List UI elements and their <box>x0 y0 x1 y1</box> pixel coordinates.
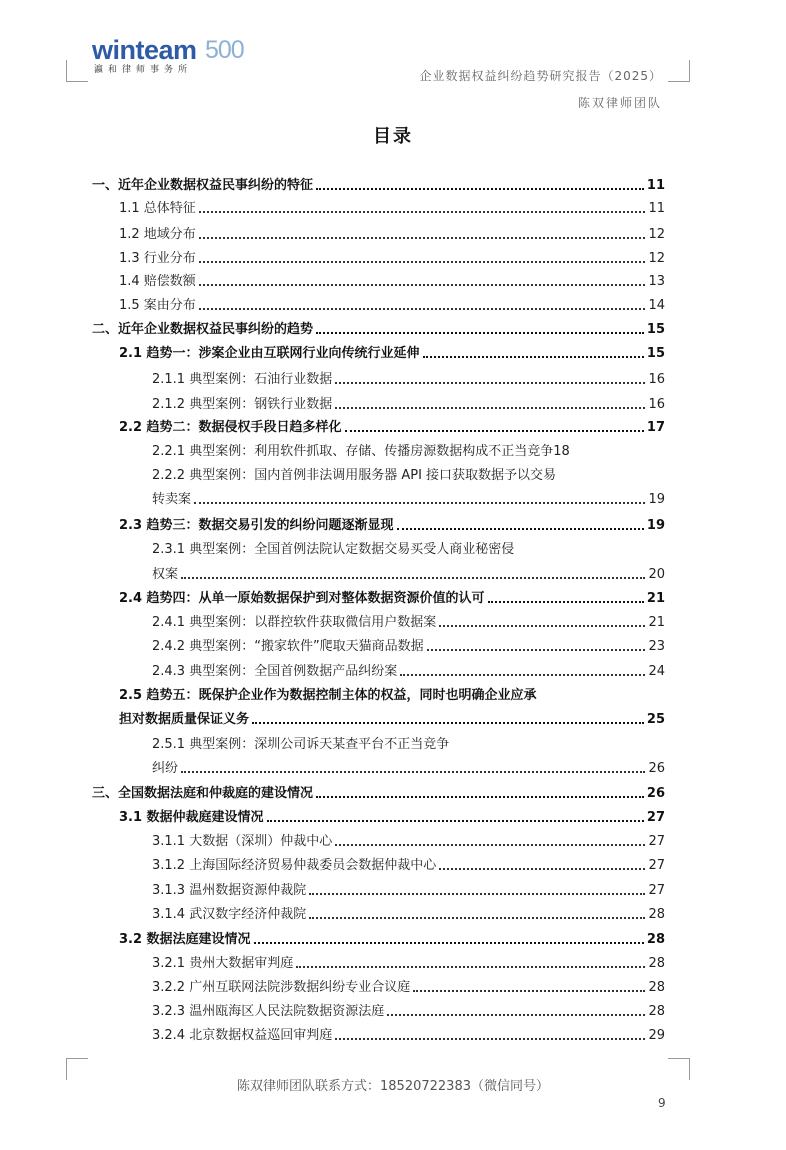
dot-leader <box>267 820 644 822</box>
footer-contact: 陈双律师团队联系方式：18520722383（微信同号） <box>237 1079 549 1094</box>
dot-leader <box>296 966 645 968</box>
toc-entry-3-1[interactable]: 3.1 数据仲裁庭建设情况 27 <box>119 810 665 825</box>
toc-entry-3-1-4[interactable]: 3.1.4 武汉数字经济仲裁院 28 <box>152 907 665 922</box>
dot-leader <box>387 1014 645 1016</box>
dot-leader <box>309 917 645 919</box>
toc-entry-2[interactable]: 二、近年企业数据权益民事纠纷的趋势 15 <box>92 322 665 337</box>
toc-entry-2-2[interactable]: 2.2 趋势二：数据侵权手段日趋多样化 17 <box>119 420 665 435</box>
dot-leader <box>199 237 646 239</box>
dot-leader <box>335 382 645 384</box>
toc-entry-2-5-1[interactable]: 纠纷 26 <box>152 761 665 776</box>
crop-mark-top-right <box>668 60 690 82</box>
dot-leader <box>397 528 644 530</box>
toc-entry-3-2-2[interactable]: 3.2.2 广州互联网法院涉数据纠纷专业合议庭 28 <box>152 980 665 995</box>
toc-entry-1[interactable]: 一、近年企业数据权益民事纠纷的特征 11 <box>92 178 665 193</box>
dot-leader <box>335 1038 645 1040</box>
dot-leader <box>413 990 645 992</box>
toc-entry-2-2-2[interactable]: 转卖案 19 <box>152 492 665 507</box>
toc-entry-3-1-1[interactable]: 3.1.1 大数据（深圳）仲裁中心 27 <box>152 834 665 849</box>
dot-leader <box>439 868 645 870</box>
toc-entry-3-2-3[interactable]: 3.2.3 温州瓯海区人民法院数据资源法庭 28 <box>152 1004 665 1019</box>
logo-subtitle: 瀛和律师事务所 <box>94 65 193 75</box>
dot-leader <box>199 261 646 263</box>
dot-leader <box>181 771 645 773</box>
toc-entry-3[interactable]: 三、全国数据法庭和仲裁庭的建设情况 26 <box>92 786 665 801</box>
toc-entry-3-2-1[interactable]: 3.2.1 贵州大数据审判庭 28 <box>152 956 665 971</box>
dot-leader <box>252 722 644 724</box>
dot-leader <box>254 942 644 944</box>
dot-leader <box>316 188 644 190</box>
toc-entry-2-3[interactable]: 2.3 趋势三：数据交易引发的纠纷问题逐渐显现 19 <box>119 518 665 533</box>
dot-leader <box>335 844 645 846</box>
dot-leader <box>316 332 644 334</box>
dot-leader <box>194 502 645 504</box>
toc-entry-2-1-2[interactable]: 2.1.2 典型案例：钢铁行业数据 16 <box>152 397 665 412</box>
toc-entry-1-1[interactable]: 1.1 总体特征 11 <box>119 201 665 216</box>
toc-entry-2-4-3[interactable]: 2.4.3 典型案例：全国首例数据产品纠纷案 24 <box>152 664 665 679</box>
toc-entry-2-5-line1[interactable]: 2.5 趋势五：既保护企业作为数据控制主体的权益，同时也明确企业应承 <box>119 688 537 703</box>
toc-entry-3-2-4[interactable]: 3.2.4 北京数据权益巡回审判庭 29 <box>152 1028 665 1043</box>
toc-entry-2-3-1[interactable]: 权案 20 <box>152 567 665 582</box>
dot-leader <box>345 430 644 432</box>
dot-leader <box>316 796 644 798</box>
toc-entry-2-4[interactable]: 2.4 趋势四：从单一原始数据保护到对整体数据资源价值的认可 21 <box>119 591 665 606</box>
dot-leader <box>427 649 646 651</box>
toc-entry-2-4-1[interactable]: 2.4.1 典型案例：以群控软件获取微信用户数据案 21 <box>152 615 665 630</box>
toc-entry-2-2-1[interactable]: 2.2.1 典型案例：利用软件抓取、存储、传播房源数据构成不正当竞争 18 <box>152 444 570 459</box>
team-name: 陈双律师团队 <box>577 96 662 110</box>
dot-leader <box>181 577 645 579</box>
logo-wordmark: winteam <box>92 35 197 65</box>
firm-logo <box>92 36 262 74</box>
toc-entry-1-3[interactable]: 1.3 行业分布 12 <box>119 251 665 266</box>
toc-entry-3-1-2[interactable]: 3.1.2 上海国际经济贸易仲裁委员会数据仲裁中心 27 <box>152 858 665 873</box>
toc-entry-2-1[interactable]: 2.1 趋势一：涉案企业由互联网行业向传统行业延伸 15 <box>119 346 665 361</box>
toc-entry-1-5[interactable]: 1.5 案由分布 14 <box>119 298 665 313</box>
page-number: 9 <box>658 1096 666 1110</box>
crop-mark-top-left <box>66 60 88 82</box>
toc-entry-3-1-3[interactable]: 3.1.3 温州数据资源仲裁院 27 <box>152 883 665 898</box>
toc-entry-1-2[interactable]: 1.2 地域分布 12 <box>119 227 665 242</box>
dot-leader <box>439 625 645 627</box>
dot-leader <box>423 356 644 358</box>
toc-entry-1-4[interactable]: 1.4 赔偿数额 13 <box>119 274 665 289</box>
dot-leader <box>309 893 645 895</box>
toc-title: 目录 <box>373 126 413 147</box>
dot-leader <box>199 308 646 310</box>
toc-entry-2-3-1-line1[interactable]: 2.3.1 典型案例：全国首例法院认定数据交易买受人商业秘密侵 <box>152 542 515 557</box>
dot-leader <box>199 211 646 213</box>
dot-leader <box>199 284 646 286</box>
toc-entry-2-5-1-line1[interactable]: 2.5.1 典型案例：深圳公司诉天某查平台不正当竞争 <box>152 737 450 752</box>
toc-entry-2-4-2[interactable]: 2.4.2 典型案例：“搬家软件”爬取天猫商品数据 23 <box>152 639 665 654</box>
report-title: 企业数据权益纠纷趋势研究报告（2025） <box>419 69 662 83</box>
logo-number: 500 <box>205 36 244 64</box>
dot-leader <box>400 674 645 676</box>
dot-leader <box>488 601 644 603</box>
toc-entry-2-1-1[interactable]: 2.1.1 典型案例：石油行业数据 16 <box>152 372 665 387</box>
dot-leader <box>335 407 645 409</box>
toc-entry-2-5[interactable]: 担对数据质量保证义务 25 <box>119 712 665 727</box>
toc-entry-3-2[interactable]: 3.2 数据法庭建设情况 28 <box>119 932 665 947</box>
toc-entry-2-2-2-line1[interactable]: 2.2.2 典型案例：国内首例非法调用服务器 API 接口获取数据予以交易 <box>152 468 557 483</box>
